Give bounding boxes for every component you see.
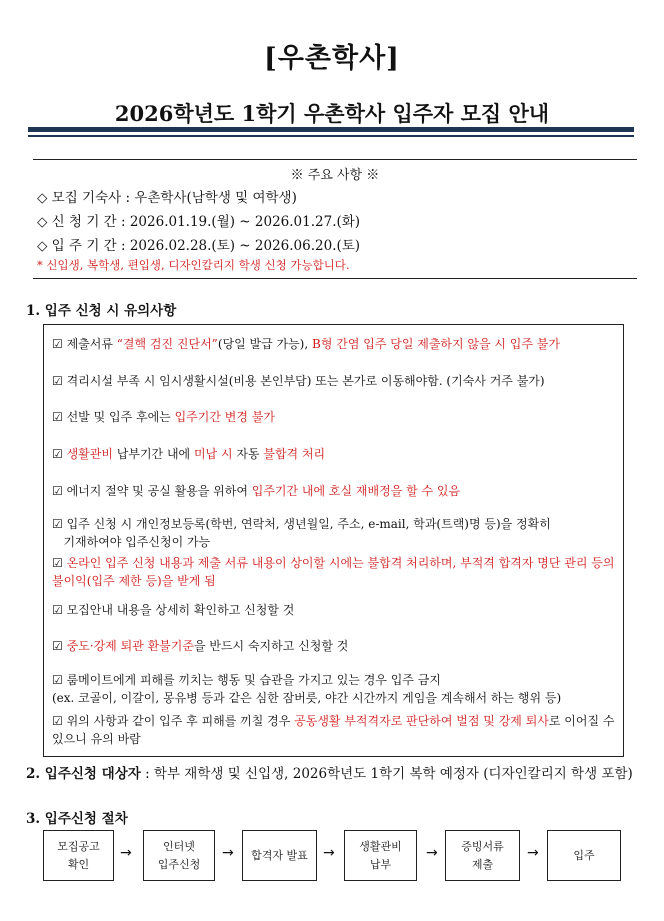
notice-residence-period: ◇ 입 주 기 간 : 2026.02.28.(토) ~ 2026.06.20.(토) <box>37 238 361 254</box>
rule-text: ☑ <box>52 639 67 653</box>
key-notice-heading: ※ 주요 사항 ※ <box>290 168 380 183</box>
section2-line <box>26 762 633 782</box>
rule-text: ☑ 선발 및 입주 후에는 <box>52 410 175 424</box>
section2-text: : 학부 재학생 및 신입생, 2026학년도 1학기 복학 예정자 (디자인칼리지 학생 포함) <box>140 766 633 782</box>
flow-step-label: 생활관비 <box>359 839 402 853</box>
flow-step-label: 확인 <box>67 857 90 871</box>
rule-text: ☑ 에너지 절약 및 공실 활용을 위하여 <box>52 484 252 498</box>
rule-text: 을 반드시 숙지하고 신청할 것 <box>193 639 349 653</box>
rule-highlight: 공동생활 부적격자로 판단하여 벌점 및 강제 퇴사 <box>294 714 549 728</box>
section2-heading: 2. 입주신청 대상자 <box>26 766 141 782</box>
flow-step-label: 제출 <box>471 857 494 871</box>
rule-text: (ex. 코골이, 이갈이, 몽유병 등과 같은 심한 잠버릇, 야간 시간까지 게임을 계속해서 하는 행위 등) <box>52 691 562 705</box>
rule-item <box>52 515 618 551</box>
rule-text: 로 이어질 수 있으니 유의 바람 <box>52 714 615 746</box>
title-divider-thin <box>28 135 634 137</box>
rule-highlight: 미납 시 <box>193 447 233 461</box>
flow-step-4 <box>344 830 417 881</box>
section3-heading: 3. 입주신청 절차 <box>26 811 128 827</box>
title-divider-thick <box>28 127 634 132</box>
rule-text: 납부기간 내에 <box>112 447 194 461</box>
flow-step-label: 인터넷 <box>163 839 195 853</box>
notice-dormitory: ◇ 모집 기숙사 : 우촌학사(남학생 및 여학생) <box>37 190 297 206</box>
rule-item <box>52 335 618 353</box>
rule-item <box>52 408 618 426</box>
flow-arrow: → <box>323 845 335 861</box>
rule-item <box>52 445 618 463</box>
rule-text: ☑ <box>52 556 67 570</box>
flow-step-6 <box>547 830 621 881</box>
rule-highlight: 불합격 처리 <box>263 447 326 461</box>
rule-item <box>52 554 618 590</box>
rule-highlight: 입주기간 내에 호실 재배정을 할 수 있음 <box>251 484 461 498</box>
rule-item <box>52 712 618 748</box>
page-title: [우촌학사] <box>264 43 400 74</box>
flow-arrow: → <box>120 845 132 861</box>
flow-arrow: → <box>527 845 539 861</box>
notice-eligibility-note: * 신입생, 복학생, 편입생, 디자인칼리지 학생 신청 가능합니다. <box>37 258 350 272</box>
rule-highlight: “결핵 검진 진단서” <box>116 337 218 351</box>
rule-item <box>52 601 618 619</box>
rules-box <box>43 324 624 757</box>
rule-text: ☑ 모집안내 내용을 상세히 확인하고 신청할 것 <box>52 603 295 617</box>
flow-step-1 <box>43 830 114 881</box>
rule-text: (당일 발급 가능), <box>217 337 312 351</box>
flow-step-label: 입주신청 <box>157 857 201 871</box>
rule-item <box>52 671 618 707</box>
section1-heading: 1. 입주 신청 시 유의사항 <box>26 303 177 319</box>
rule-text: 기재하여야 입주신청이 가능 <box>52 535 211 549</box>
flow-step-label: 납부 <box>369 857 392 871</box>
rule-highlight: 생활관비 <box>66 447 113 461</box>
rule-text: ☑ 룸메이트에게 피해를 끼치는 행동 및 습관을 가지고 있는 경우 입주 금지 <box>52 673 441 687</box>
rule-item <box>52 372 618 390</box>
rule-text: ☑ 위의 사항과 같이 입주 후 피해를 끼칠 경우 <box>52 714 295 728</box>
rule-text: ☑ 제출서류 <box>52 337 117 351</box>
notice-application-period: ◇ 신 청 기 간 : 2026.01.19.(월) ~ 2026.01.27.(화) <box>37 214 361 230</box>
rule-text: 자동 <box>232 447 264 461</box>
rule-text: ☑ 입주 신청 시 개인정보등록(학번, 연락처, 생년월일, 주소, e-mail, 학과(트랙)명 등)을 정확히 <box>52 517 551 531</box>
key-notice-panel <box>33 159 637 279</box>
flow-step-label: 모집공고 <box>57 839 100 853</box>
flow-step-label: 입주 <box>573 848 595 862</box>
flow-step-5 <box>445 830 520 881</box>
rule-item <box>52 482 618 500</box>
rule-highlight: 중도·강제 퇴관 환불기준 <box>66 639 194 653</box>
rule-text: ☑ 격리시설 부족 시 임시생활시설(비용 본인부담) 또는 본가로 이동해야함. (기숙사 거주 불가) <box>52 374 545 388</box>
flow-step-2 <box>143 830 215 881</box>
flow-step-3 <box>242 830 317 881</box>
rule-highlight: 온라인 입주 신청 내용과 제출 서류 내용이 상이할 시에는 불합격 처리하며, 부적격 합격자 명단 관리 등의 불이익(입주 제한 등)을 받게 됨 <box>52 556 615 588</box>
rule-highlight: 입주기간 변경 불가 <box>174 410 275 424</box>
page-subtitle: 2026학년도 1학기 우촌학사 입주자 모집 안내 <box>114 101 550 126</box>
flow-arrow: → <box>222 845 234 861</box>
rule-text: ☑ <box>52 447 67 461</box>
flow-step-label: 합격자 발표 <box>251 848 308 862</box>
rule-highlight: B형 간염 입주 당일 제출하지 않을 시 입주 불가 <box>312 337 560 351</box>
flow-arrow: → <box>426 845 438 861</box>
rule-item <box>52 637 618 655</box>
flow-step-label: 증빙서류 <box>461 839 504 853</box>
